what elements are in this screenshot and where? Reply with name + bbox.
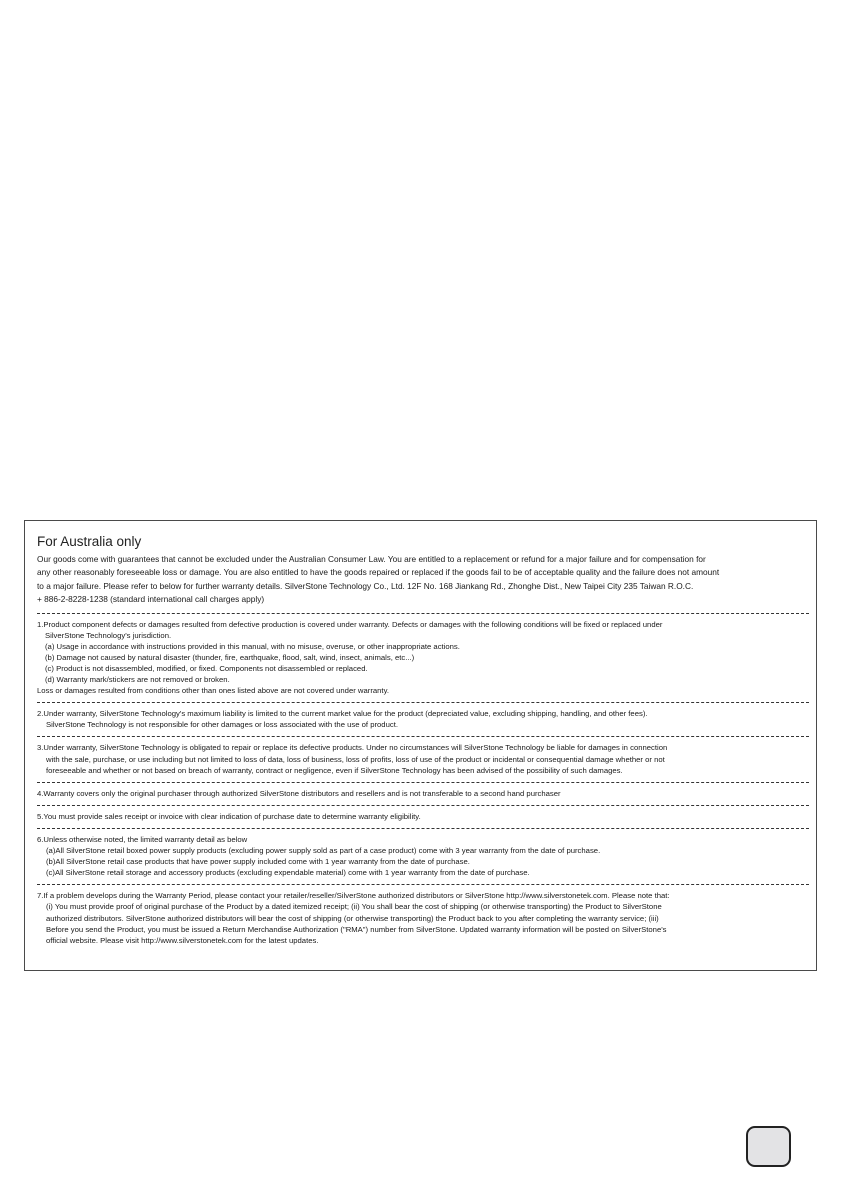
warranty-clause-6 bbox=[37, 834, 809, 878]
clause-line: 4.Warranty covers only the original purchaser through authorized SilverStone distributors and resellers and is not transferable to a second hand purchaser bbox=[37, 788, 561, 798]
warranty-clause-2 bbox=[37, 708, 809, 730]
clause-line: 6.Unless otherwise noted, the limited warranty detail as below bbox=[37, 834, 248, 844]
clause-line: SilverStone Technology's jurisdiction. bbox=[45, 630, 172, 640]
clause-line: (i) You must provide proof of original purchase of the Product by a dated itemized receipt; (ii) You shall bear the cost of shipping (or otherwise transporting) the Product to SilverStone bbox=[46, 902, 662, 912]
intro-line: to a major failure. Please refer to below for further warranty details. SilverStone Technology Co., Ltd. 12F No. 168 Jiankang Rd., Zhonghe Dist., New Taipei City 235 Taiwan R.O.C. bbox=[37, 580, 694, 591]
warranty-intro bbox=[37, 553, 809, 607]
warranty-clause-1 bbox=[37, 619, 809, 697]
clause-line: 1.Product component defects or damages resulted from defective production is covered under warranty. Defects or damages with the following conditions will be fixed or replaced under bbox=[37, 619, 663, 629]
dashed-divider bbox=[37, 782, 809, 783]
intro-line: any other reasonably foreseeable loss or damage. You are also entitled to have the goods repaired or replaced if the goods fail to be of acceptable quality and the failure does not amount bbox=[37, 567, 720, 578]
warranty-title: For Australia only bbox=[37, 534, 142, 549]
dashed-divider bbox=[37, 884, 809, 885]
clause-line: (b) Damage not caused by natural disaster (thunder, fire, earthquake, flood, salt, wind, insect, animals, etc...) bbox=[45, 652, 415, 662]
clause-line: with the sale, purchase, or use including but not limited to loss of data, loss of business, loss of profits, loss of use of the product or incidental or consequential damage whether or not bbox=[46, 754, 665, 764]
clause-line: (d) Warranty mark/stickers are not removed or broken. bbox=[45, 675, 230, 685]
clause-line: 2.Under warranty, SilverStone Technology's maximum liability is limited to the current market value for the product (depreciated value, excluding shipping, handling, and other fees). bbox=[37, 709, 648, 719]
warranty-clause-3 bbox=[37, 742, 809, 775]
clause-line: SilverStone Technology is not responsible for other damages or loss associated with the use of product. bbox=[46, 720, 398, 730]
dashed-divider bbox=[37, 613, 809, 614]
clause-line: authorized distributors. SilverStone authorized distributors will bear the cost of shipping (or otherwise transporting) the Product back to you after completing the warranty service; (iii) bbox=[46, 913, 659, 923]
clause-line: 7.If a problem develops during the Warranty Period, please contact your retailer/reseller/SilverStone authorized distributors or SilverStone http://www.silverstonetek.com. Please note that: bbox=[37, 891, 670, 901]
clause-line: foreseeable and whether or not based on breach of warranty, contract or negligence, even if SilverStone Technology has been advised of the possibility of such damages. bbox=[46, 765, 623, 775]
clause-line: Before you send the Product, you must be issued a Return Merchandise Authorization ("RMA") number from SilverStone. Updated warranty information will be posted on SilverStone's bbox=[46, 924, 667, 934]
dashed-divider bbox=[37, 828, 809, 829]
clause-line: (c) Product is not disassembled, modified, or fixed. Components not disassembled or replaced. bbox=[45, 664, 368, 673]
dashed-divider bbox=[37, 805, 809, 806]
intro-line: + 886-2-8228-1238 (standard international call charges apply) bbox=[37, 594, 265, 605]
clause-line: (c)All SilverStone retail storage and accessory products (excluding expendable material) come with 1 year warranty from the date of purchase. bbox=[46, 868, 530, 878]
clause-line: official website. Please visit http://www.silverstonetek.com for the latest updates. bbox=[46, 935, 319, 945]
clause-line: (a)All SilverStone retail boxed power supply products (excluding power supply sold as part of a case product) come with 3 year warranty from the date of purchase. bbox=[46, 846, 601, 856]
clause-line: Loss or damages resulted from conditions other than ones listed above are not covered under warranty. bbox=[37, 686, 389, 696]
warranty-sections bbox=[37, 613, 809, 946]
warranty-box bbox=[24, 520, 817, 971]
clause-line: (b)All SilverStone retail case products that have power supply included come with 1 year warranty from the date of purchase. bbox=[46, 857, 470, 867]
dashed-divider bbox=[37, 736, 809, 737]
intro-line: Our goods come with guarantees that cannot be excluded under the Australian Consumer Law. You are entitled to a replacement or refund for a major failure and for compensation for bbox=[37, 554, 706, 564]
clause-line: 5.You must provide sales receipt or invoice with clear indication of purchase date to determine warranty eligibility. bbox=[37, 811, 421, 821]
warranty-clause-7 bbox=[37, 890, 809, 945]
warranty-clause-4 bbox=[37, 788, 809, 799]
clause-line: 3.Under warranty, SilverStone Technology is obligated to repair or replace its defective products. Under no circumstances will SilverStone Technology be liable for damages in connection bbox=[37, 743, 668, 753]
page-number-tab bbox=[746, 1126, 791, 1167]
warranty-clause-5 bbox=[37, 811, 809, 822]
clause-line: (a) Usage in accordance with instructions provided in this manual, with no misuse, overuse, or other inappropriate actions. bbox=[45, 641, 460, 651]
dashed-divider bbox=[37, 702, 809, 703]
